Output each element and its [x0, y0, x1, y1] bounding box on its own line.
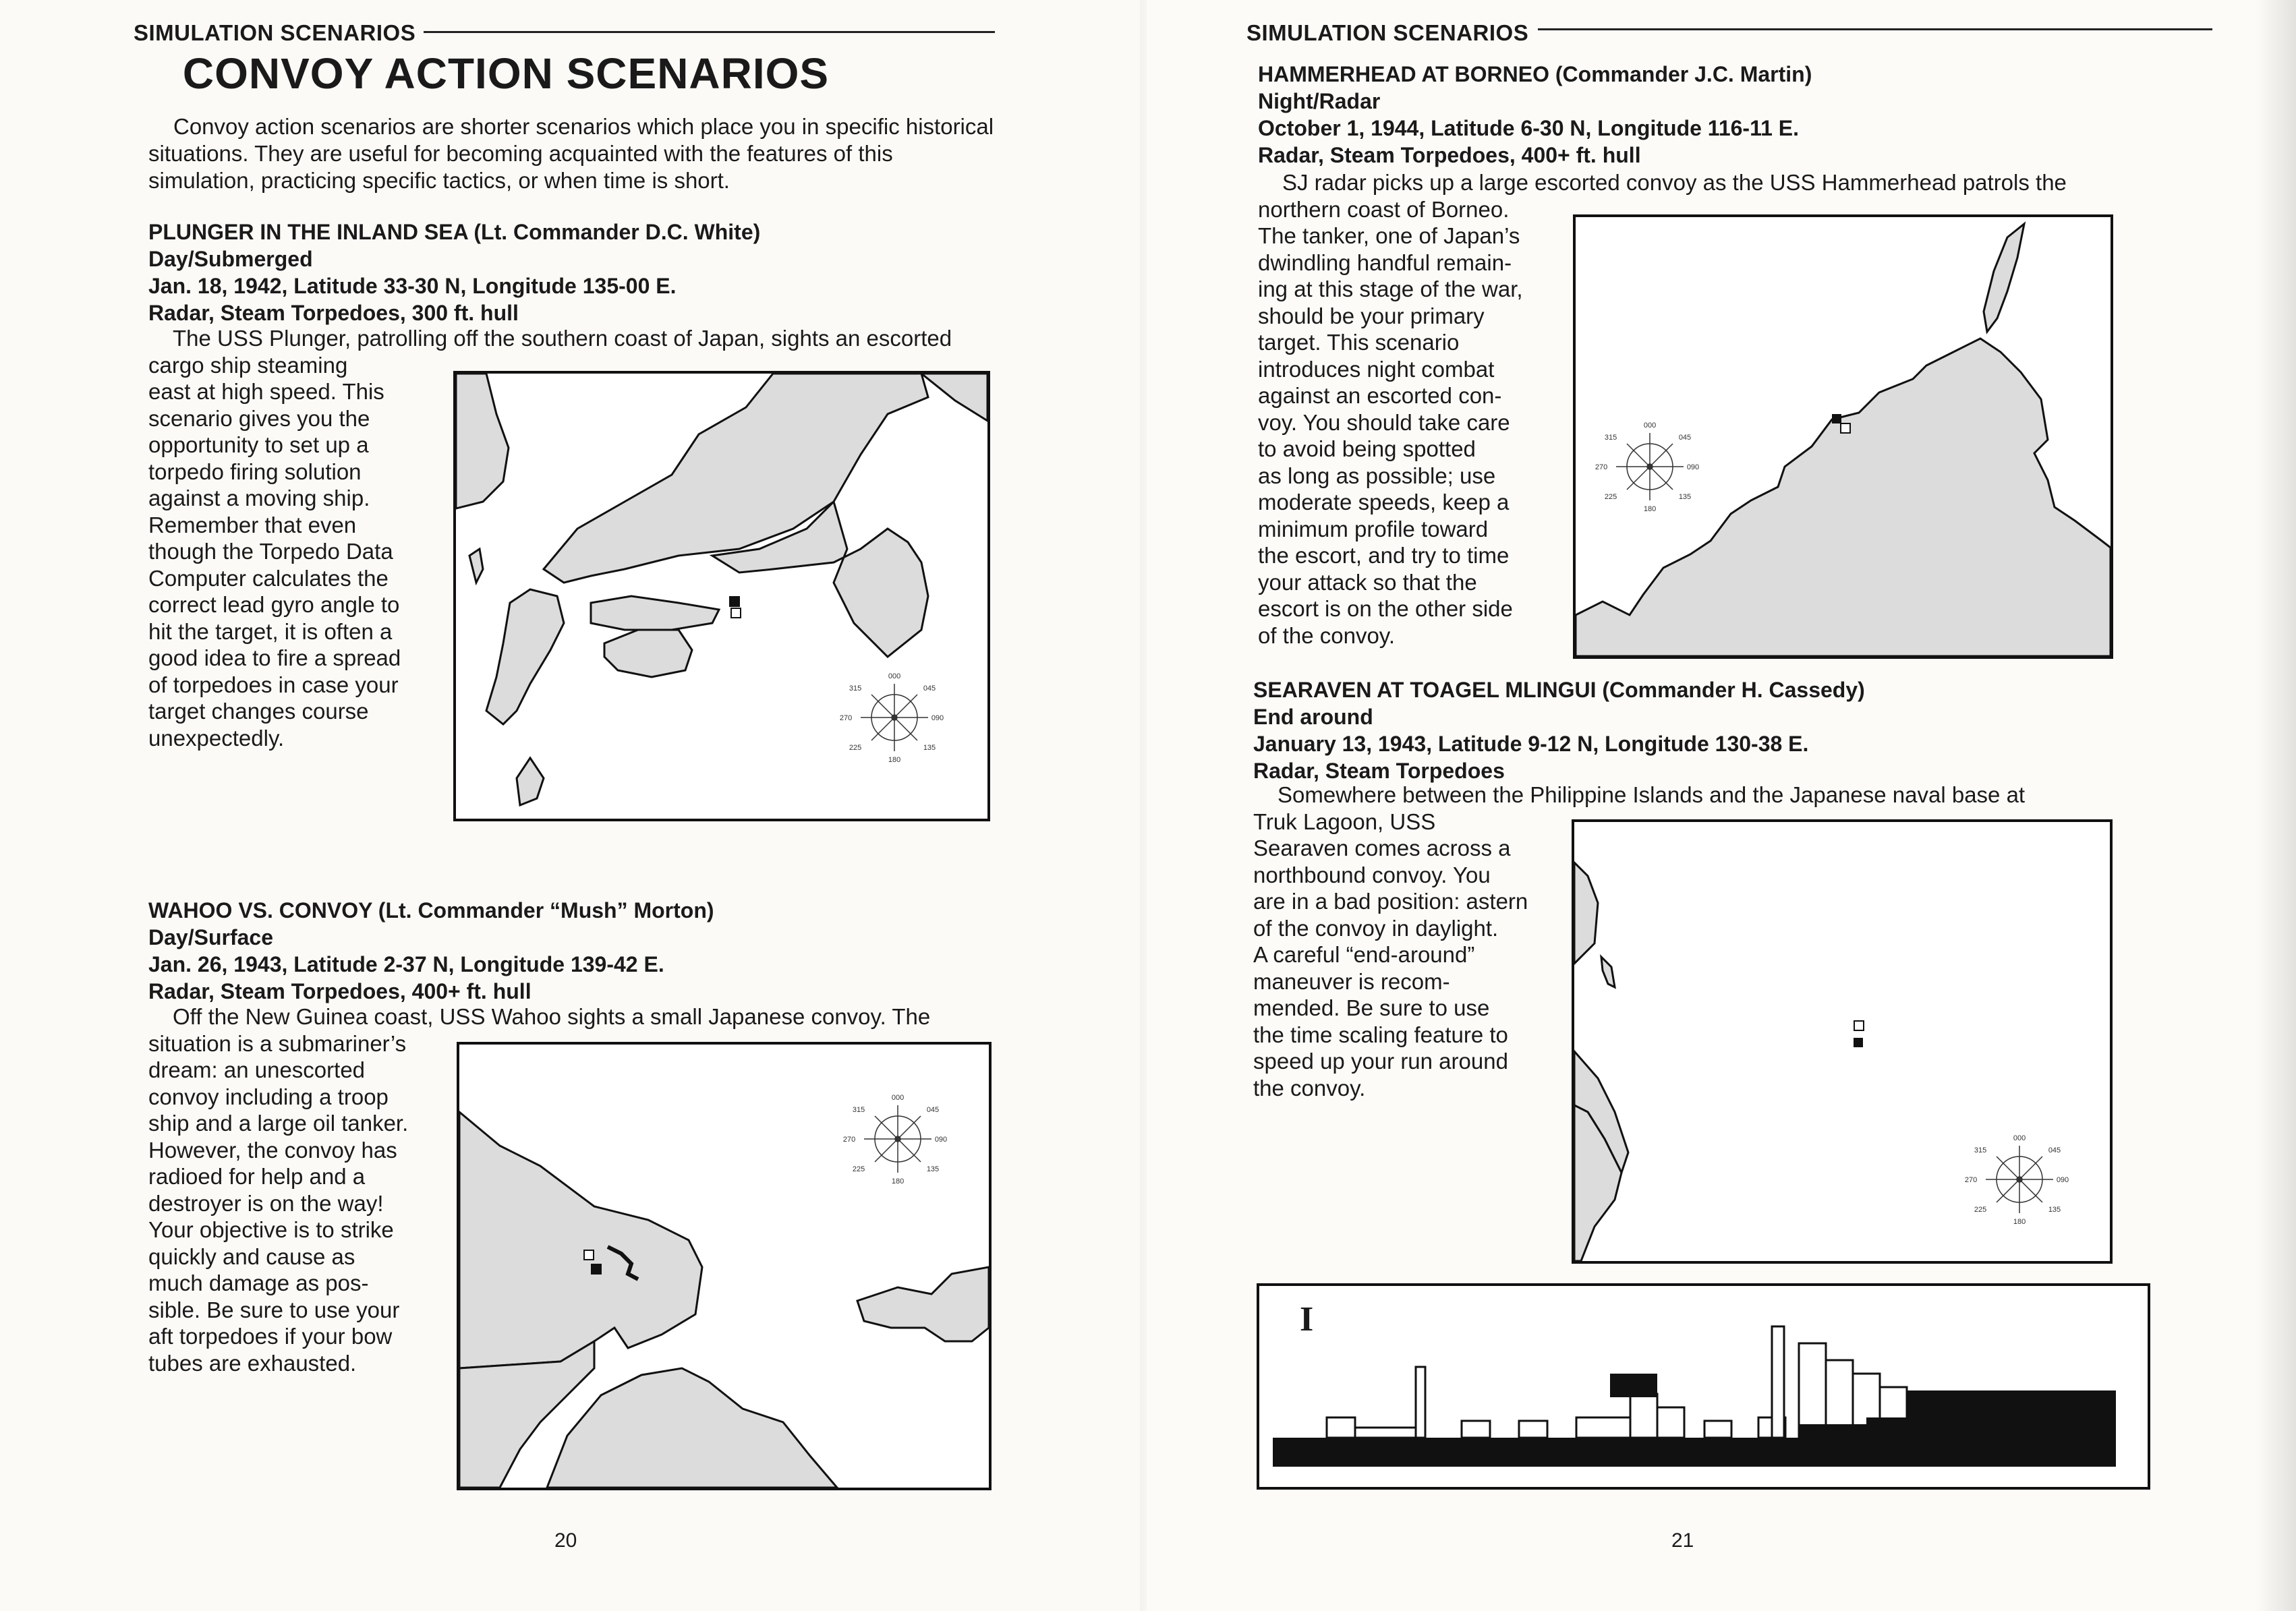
compass-label: 045	[1678, 434, 1692, 442]
scenario-text-line: ship and a large oil tanker.	[148, 1111, 409, 1136]
scenario-text-line: quickly and cause as	[148, 1243, 355, 1269]
map-borneo	[1573, 214, 2113, 659]
land-southern-coast	[547, 1368, 837, 1488]
scenario-text-line: scenario gives you the	[148, 405, 370, 431]
compass-label: 225	[1974, 1206, 1987, 1214]
ship-part	[1576, 1417, 1630, 1438]
scenario-date: January 13, 1943, Latitude 9-12 N, Longitude 130-38 E.	[1253, 732, 1809, 756]
compass-label: 315	[1974, 1146, 1987, 1154]
scenario-date: Jan. 18, 1942, Latitude 33-30 N, Longitude 135-00 E.	[148, 274, 677, 298]
map-inland-sea	[453, 371, 990, 821]
scenario-text-line: minimum profile toward	[1258, 516, 1489, 541]
compass-label: 225	[852, 1165, 865, 1173]
submarine-marker	[1854, 1021, 1864, 1030]
scenario-text-line: radioed for help and a	[148, 1164, 366, 1189]
scenario-text-line: convoy including a troop	[148, 1084, 389, 1109]
compass-label: 000	[888, 672, 901, 680]
map-new-guinea-svg	[459, 1045, 989, 1488]
land-islet	[469, 549, 483, 583]
land-awaji-island	[604, 630, 692, 677]
scenario-text-line: the escort, and try to time	[1258, 543, 1510, 568]
scenario-wahoo-heading	[148, 897, 998, 1005]
ship-superstructure	[1610, 1374, 1657, 1397]
compass-label: 180	[891, 1177, 905, 1185]
compass-label: 000	[2013, 1134, 2026, 1142]
scenario-text-line: your attack so that the	[1258, 569, 1477, 595]
scenario-text-line: However, the convoy has	[148, 1137, 397, 1163]
scenario-text-line: Remember that even	[148, 512, 357, 537]
ship-part	[1462, 1421, 1490, 1438]
scenario-text-line: Your objective is to strike	[148, 1217, 394, 1242]
compass-label: 315	[852, 1106, 865, 1114]
scenario-text-line: moderate speeds, keep a	[1258, 490, 1510, 515]
land-shikoku	[486, 589, 564, 724]
compass-label: 045	[926, 1106, 940, 1114]
compass-label: 090	[931, 714, 944, 722]
scenario-text-line: escort is on the other side	[1258, 596, 1513, 621]
scenario-mode: End around	[1253, 705, 1373, 729]
compass-label: 045	[2048, 1146, 2061, 1154]
scenario-text-line: Computer calculates the	[148, 565, 389, 591]
scenario-text-line: northbound convoy. You	[1253, 862, 1491, 887]
compass-label: 180	[1643, 505, 1657, 513]
scenario-first-line: SJ radar picks up a large escorted convoy as the USS Hammerhead patrols the	[1282, 170, 2067, 195]
header-rule	[424, 31, 995, 33]
compass-label: 090	[1686, 463, 1700, 471]
land-new-guinea	[459, 1112, 702, 1368]
scenario-mode: Day/Submerged	[148, 247, 313, 271]
scenario-text-line: hit the target, it is often a	[148, 618, 393, 644]
page-number: 20	[554, 1529, 577, 1552]
page-curl-shadow	[2256, 0, 2296, 1611]
compass-label: 135	[926, 1165, 940, 1173]
scenario-text-line: much damage as pos-	[148, 1270, 369, 1295]
ship-mast	[1416, 1367, 1425, 1438]
convoy-marker	[1854, 1038, 1863, 1047]
land-north-coast	[1574, 862, 1598, 964]
scenario-equipment: Radar, Steam Torpedoes, 300 ft. hull	[148, 301, 519, 325]
scenario-title: WAHOO VS. CONVOY (Lt. Commander “Mush” Morton)	[148, 898, 714, 922]
compass-label: 315	[849, 684, 862, 693]
land-palawan	[1984, 224, 2024, 332]
scenario-text-line: the convoy.	[1253, 1075, 1366, 1101]
ship-part	[1799, 1343, 1826, 1438]
scenario-text-line: dream: an unescorted	[148, 1057, 366, 1082]
scenario-mode: Night/Radar	[1258, 89, 1381, 113]
scenario-text-line: east at high speed. This	[148, 379, 384, 404]
compass-label: 135	[1678, 493, 1692, 501]
scenario-text-line: cargo ship steaming	[148, 352, 348, 378]
submarine-marker	[731, 608, 741, 618]
compass-rose	[840, 672, 944, 764]
scenario-title: HAMMERHEAD AT BORNEO (Commander J.C. Martin)	[1258, 62, 1812, 86]
map-toagel-mlingui-svg	[1574, 822, 2110, 1261]
compass-label: 180	[888, 756, 901, 764]
land-islet	[1601, 957, 1615, 987]
scenario-equipment: Radar, Steam Torpedoes, 400+ ft. hull	[1258, 143, 1641, 167]
map-borneo-svg	[1576, 217, 2111, 656]
compass-label: 000	[1643, 421, 1657, 430]
scenario-text-line: introduces night combat	[1258, 356, 1495, 382]
scenario-text-line: of torpedoes in case your	[148, 672, 399, 697]
scenario-title: PLUNGER IN THE INLAND SEA (Lt. Commander D.C. White)	[148, 220, 761, 244]
scenario-text-line: destroyer is on the way!	[148, 1190, 384, 1216]
submarine-marker	[1841, 423, 1850, 433]
scenario-text-line: A careful “end-around”	[1253, 942, 1475, 967]
scenario-text-line: maneuver is recom-	[1253, 968, 1450, 994]
scenario-text-line: unexpectedly.	[148, 725, 285, 751]
compass-label: 135	[2048, 1206, 2061, 1214]
submarine-marker	[584, 1250, 594, 1260]
scenario-text-line: though the Torpedo Data	[148, 539, 393, 564]
ship-mast	[1772, 1326, 1784, 1438]
scenario-text-line: good idea to fire a spread	[148, 645, 401, 670]
compass-label: 045	[923, 684, 936, 693]
scenario-text-line: against an escorted con-	[1258, 383, 1502, 408]
compass-label: 270	[842, 1136, 856, 1144]
scenario-equipment: Radar, Steam Torpedoes	[1253, 759, 1505, 783]
scenario-text-line: as long as possible; use	[1258, 463, 1496, 488]
right-page	[1147, 0, 2296, 1611]
ship-part	[1327, 1417, 1355, 1438]
scenario-text-line: northern coast of Borneo.	[1258, 196, 1510, 222]
map-inland-sea-svg	[456, 374, 987, 819]
scenario-text-line: correct lead gyro angle to	[148, 592, 400, 617]
land-east-island	[857, 1267, 989, 1341]
ship-part	[1355, 1428, 1416, 1438]
ship-silhouette-panel	[1257, 1283, 2150, 1490]
map-toagel-mlingui	[1572, 819, 2113, 1264]
compass-label: 180	[2013, 1218, 2026, 1226]
land-strait-coast	[591, 596, 719, 630]
scenario-text-line: Searaven comes across a	[1253, 836, 1511, 860]
compass-label: 225	[849, 744, 862, 752]
ship-part	[1657, 1407, 1684, 1438]
compass-rose	[843, 1094, 947, 1185]
compass-rose	[1965, 1134, 2069, 1226]
scenario-text-line: torpedo firing solution	[148, 459, 362, 484]
intro-paragraph: Convoy action scenarios are shorter scenarios which place you in specific historical situations. They are useful for becoming acquainted with the features of this simulation, practicing specific tactics, or when time is short.	[148, 114, 994, 193]
scenario-date: October 1, 1944, Latitude 6-30 N, Longitude 116-11 E.	[1258, 116, 1800, 140]
ship-hull-base	[1273, 1440, 2116, 1467]
land-small-island	[517, 758, 544, 805]
compass-label: 225	[1604, 493, 1617, 501]
compass-label: 270	[1595, 463, 1608, 471]
scenario-text-line: The tanker, one of Japan’s	[1258, 223, 1520, 248]
escort-marker	[1832, 414, 1841, 423]
scenario-text-line: dwindling handful remain-	[1258, 250, 1512, 275]
compass-label: 270	[1964, 1176, 1978, 1184]
ship-stern-block	[1907, 1390, 2116, 1441]
compass-rose	[1595, 421, 1699, 513]
compass-label: 090	[934, 1136, 948, 1144]
scenario-text-line: mended. Be sure to use	[1253, 995, 1490, 1020]
compass-label: 270	[839, 714, 853, 722]
scenario-text-line: aft torpedoes if your bow	[148, 1324, 393, 1349]
scenario-text-line: are in a bad position: astern	[1253, 889, 1528, 914]
ship-silhouette-svg	[1259, 1286, 2148, 1487]
scenario-text-line: target. This scenario	[1258, 330, 1460, 355]
scenario-text-line: ing at this stage of the war,	[1258, 276, 1523, 301]
scenario-text-line: situation is a submariner’s	[148, 1030, 407, 1056]
scenario-text-line: sible. Be sure to use your	[148, 1297, 400, 1322]
scenario-text-line: tubes are exhausted.	[148, 1350, 357, 1376]
land-borneo	[1576, 339, 2111, 656]
scenario-hammerhead-heading	[1258, 61, 2135, 169]
ship-escort-marker	[729, 596, 740, 607]
page-title: CONVOY ACTION SCENARIOS	[182, 49, 830, 98]
scenario-title: SEARAVEN AT TOAGEL MLINGUI (Commander H. Cassedy)	[1253, 678, 1865, 702]
compass-label: 090	[2056, 1176, 2069, 1184]
left-page	[0, 0, 1147, 1611]
page-header: SIMULATION SCENARIOS	[1246, 20, 1529, 45]
convoy-ship-marker	[591, 1264, 602, 1275]
scenario-text-line: should be your primary	[1258, 303, 1485, 328]
ship-part	[1704, 1421, 1731, 1438]
compass-label: 000	[891, 1094, 905, 1102]
scenario-text-line: Truk Lagoon, USS	[1253, 809, 1436, 834]
page-number: 21	[1671, 1529, 1694, 1552]
scenario-text-line: to avoid being spotted	[1258, 436, 1476, 461]
scenario-text-line: opportunity to set up a	[148, 432, 369, 457]
scenario-date: Jan. 26, 1943, Latitude 2-37 N, Longitude 139-42 E.	[148, 952, 664, 976]
compass-label: 135	[923, 744, 936, 752]
scenario-text-line: of the convoy.	[1258, 622, 1396, 648]
scenario-text-line: speed up your run around	[1253, 1049, 1508, 1074]
page-header: SIMULATION SCENARIOS	[134, 20, 416, 45]
header-rule	[1538, 28, 2212, 30]
map-new-guinea	[457, 1042, 992, 1490]
ship-part	[1519, 1421, 1547, 1438]
scenario-text-line: the time scaling feature to	[1253, 1022, 1508, 1047]
scenario-first-line: Somewhere between the Philippine Islands and the Japanese naval base at	[1278, 782, 2026, 807]
ship-panel-label: I	[1300, 1300, 1314, 1339]
scenario-first-line: Off the New Guinea coast, USS Wahoo sights a small Japanese convoy. The	[173, 1004, 931, 1029]
ship-part	[1630, 1394, 1657, 1438]
scenario-text-line: against a moving ship.	[148, 486, 370, 510]
scenario-equipment: Radar, Steam Torpedoes, 400+ ft. hull	[148, 979, 532, 1003]
scenario-text-line: of the convoy in daylight.	[1253, 915, 1499, 941]
land-west	[456, 374, 509, 508]
scenario-first-line: The USS Plunger, patrolling off the southern coast of Japan, sights an escorted	[173, 326, 952, 351]
scenario-text-line: voy. You should take care	[1258, 409, 1510, 435]
scenario-searaven-heading	[1253, 676, 2130, 784]
compass-label: 315	[1604, 434, 1617, 442]
scenario-text-line: target changes course	[148, 699, 369, 724]
scenario-mode: Day/Surface	[148, 925, 273, 949]
scenario-plunger-heading	[148, 218, 998, 326]
